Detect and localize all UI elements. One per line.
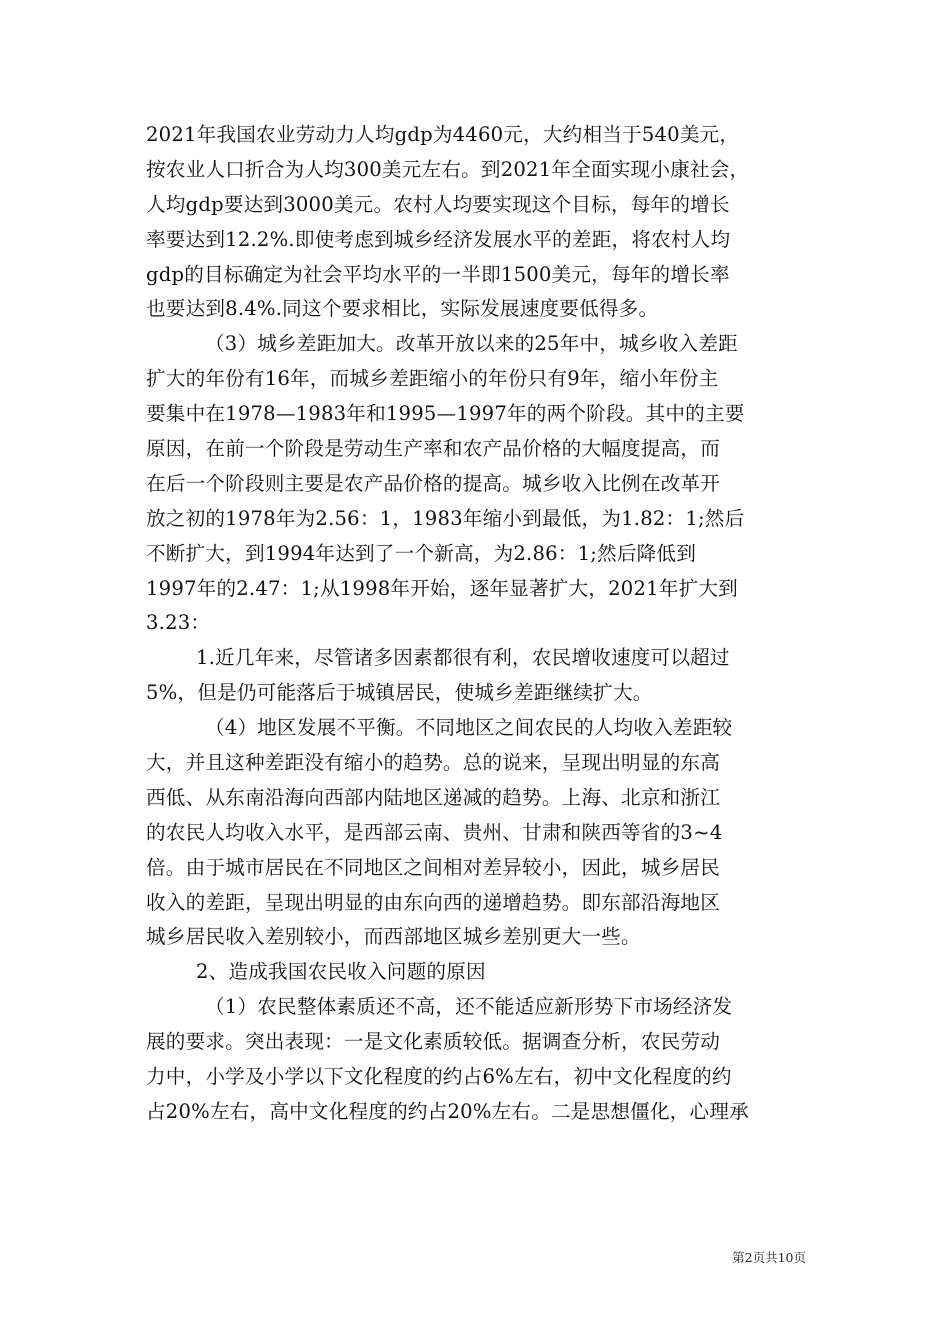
text-line: 倍。由于城市居民在不同地区之间相对差异较小，因此，城乡居民 bbox=[146, 855, 721, 879]
text-line: 占20%左右，高中文化程度的约占20%左右。二是思想僵化，心理承 bbox=[146, 1099, 749, 1123]
text-line: 西低、从东南沿海向西部内陆地区递减的趋势。上海、北京和浙江 bbox=[146, 785, 721, 809]
text-line: 3.23： bbox=[146, 611, 211, 635]
text-line: 也要达到8.4%.同这个要求相比，实际发展速度要低得多。 bbox=[146, 297, 659, 321]
text-line: gdp的目标确定为社会平均水平的一半即1500美元，每年的增长率 bbox=[146, 262, 730, 286]
paragraph-start-line: （1）农民整体素质还不高，还不能适应新形势下市场经济发 bbox=[205, 995, 733, 1019]
text-line: 力中，小学及小学以下文化程度的约占6%左右，初中文化程度的约 bbox=[146, 1065, 732, 1089]
text-line: 按农业人口折合为人均300美元左右。到2021年全面实现小康社会， bbox=[146, 157, 750, 181]
text-line: 率要达到12.2%.即使考虑到城乡经济发展水平的差距，将农村人均 bbox=[146, 227, 731, 251]
text-line: 1997年的2.47：1;从1998年开始，逐年显著扩大，2021年扩大到 bbox=[146, 576, 738, 600]
text-line: 5%，但是仍可能落后于城镇居民，使城乡差距继续扩大。 bbox=[146, 681, 653, 705]
paragraph-start-line: （4）地区发展不平衡。不同地区之间农民的人均收入差距较 bbox=[205, 716, 733, 740]
paragraph-start-line: （3）城乡差距加大。改革开放以来的25年中，城乡收入差距 bbox=[205, 332, 738, 356]
section-heading: 2、造成我国农民收入问题的原因 bbox=[196, 960, 486, 984]
text-line: 城乡居民收入差别较小，而西部地区城乡差别更大一些。 bbox=[146, 925, 641, 949]
text-line: 的农民人均收入水平，是西部云南、贵州、甘肃和陕西等省的3~4 bbox=[146, 820, 723, 844]
document-body bbox=[146, 118, 811, 1130]
text-line: 大，并且这种差距没有缩小的趋势。总的说来，呈现出明显的东高 bbox=[146, 751, 721, 775]
paragraph-start-line: 1.近几年来，尽管诸多因素都很有利，农民增收速度可以超过 bbox=[196, 646, 730, 670]
text-line: 要集中在1978—1983年和1995—1997年的两个阶段。其中的主要 bbox=[146, 402, 745, 426]
text-line: 人均gdp要达到3000美元。农村人均要实现这个目标，每年的增长 bbox=[146, 192, 730, 216]
text-line: 放之初的1978年为2.56：1，1983年缩小到最低，为1.82：1;然后 bbox=[146, 506, 745, 530]
text-line: 在后一个阶段则主要是农产品价格的提高。城乡收入比例在改革开 bbox=[146, 471, 721, 495]
text-line: 收入的差距，呈现出明显的由东向西的递增趋势。即东部沿海地区 bbox=[146, 890, 721, 914]
text-line: 扩大的年份有16年，而城乡差距缩小的年份只有9年，缩小年份主 bbox=[146, 367, 719, 391]
text-line: 不断扩大，到1994年达到了一个新高，为2.86：1;然后降低到 bbox=[146, 541, 697, 565]
page-number: 第2页共10页 bbox=[732, 1250, 806, 1265]
text-line: 展的要求。突出表现：一是文化素质较低。据调查分析，农民劳动 bbox=[146, 1030, 721, 1054]
text-line: 2021年我国农业劳动力人均gdp为4460元，大约相当于540美元， bbox=[146, 123, 740, 146]
text-line: 原因，在前一个阶段是劳动生产率和农产品价格的大幅度提高，而 bbox=[146, 437, 721, 461]
